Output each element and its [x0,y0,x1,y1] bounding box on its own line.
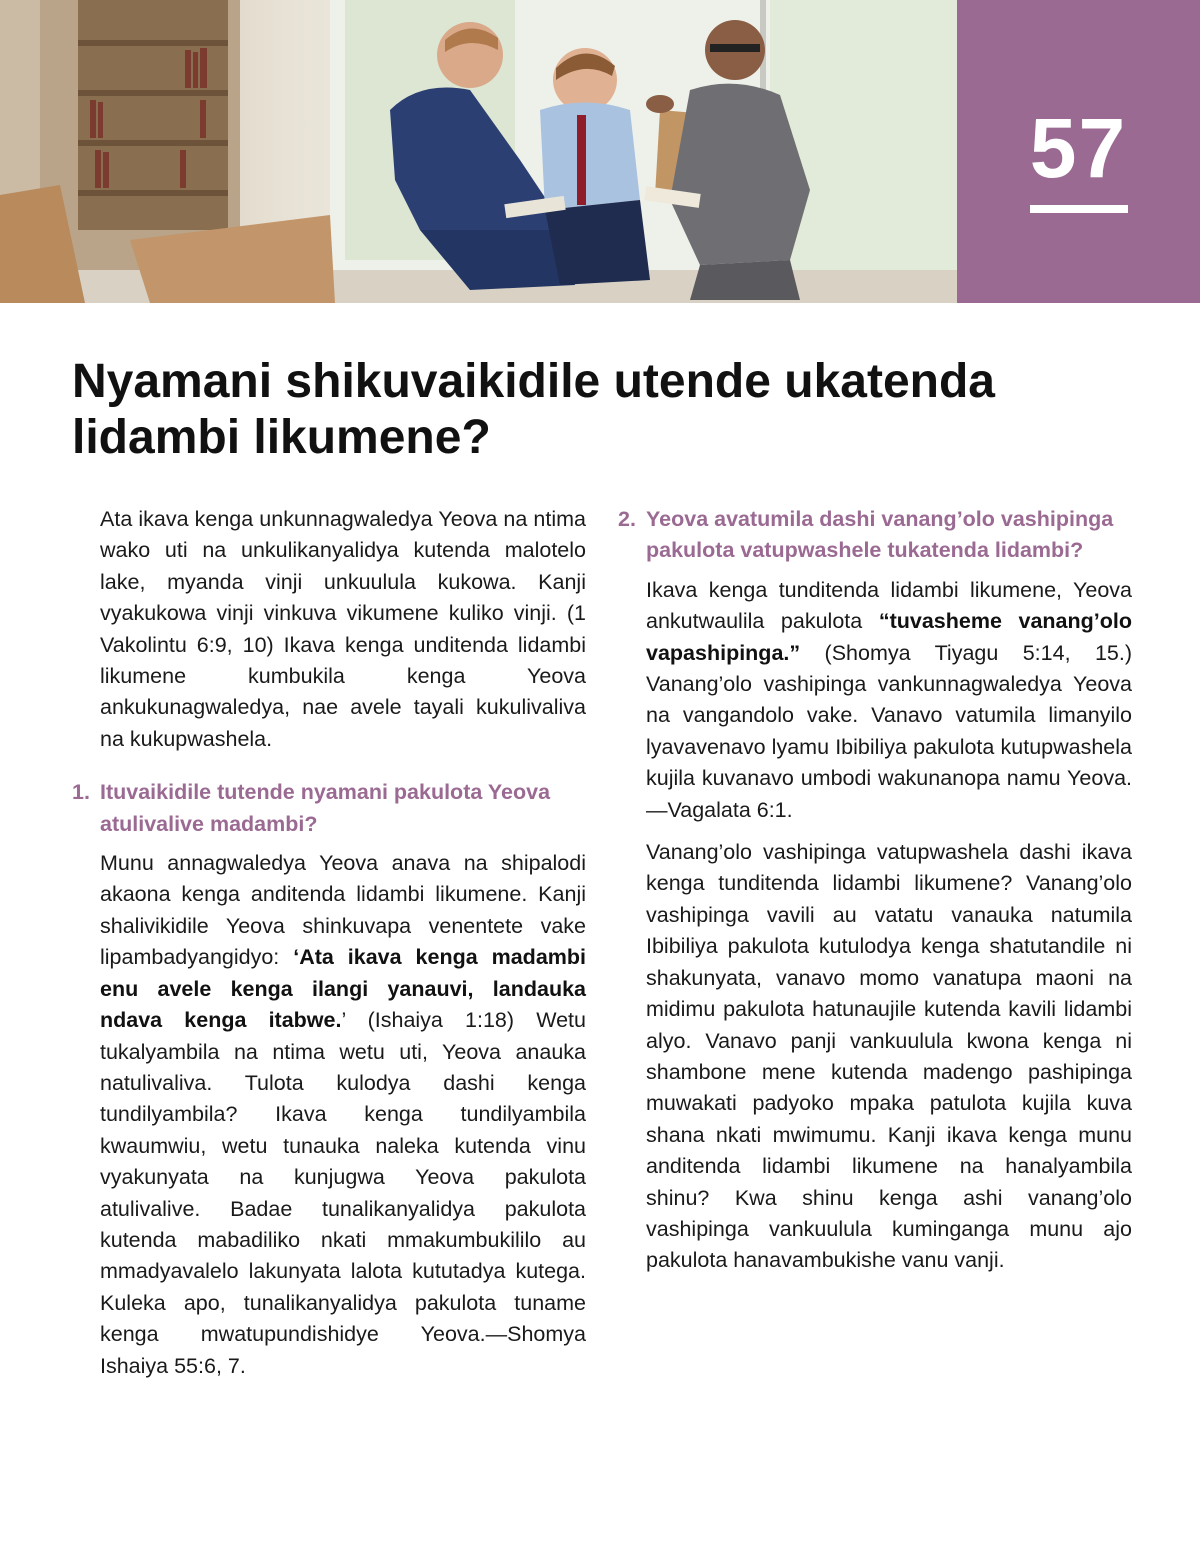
section-1-number: 1. [72,780,90,805]
section-2-paragraph-1 [646,575,1132,826]
section-2-number: 2. [618,507,636,531]
section-1-scripture-quote: ‘Ata ikava kenga madambi enu avele kenga ilangi yanauvi, landauka ndava kenga itabwe. [100,945,586,1033]
page-title: Nyamani shikuvaikidile utende ukatenda lidambi likumene? [72,355,995,464]
header-photo [0,0,957,303]
section-2-text-after: (Shomya Tiyagu 5:14, 15.) Vanang’olo vashipinga vankunnagwaledya Yeova na vangandolo vake. Vanavo vatumila limanyilo lyavavenavo lyamu Ibibiliya pakulota kutupwashela kujila kuvanavo umbodi wakunanopa namu Yeova.—Vagalata 6:1. [646,640,1132,822]
section-2-question [618,504,1132,567]
right-column [618,504,1132,1277]
lesson-number-underline [1030,205,1128,213]
section-1-paragraph [100,848,586,1382]
left-column [72,504,586,1382]
lesson-number-badge [957,0,1200,303]
section-2-scripture-quote: “tuvasheme vanang’olo vapashipinga.” [646,609,1132,665]
section-2-text-before: Ikava kenga tunditenda lidambi likumene, Yeova ankutwaulila pakulota [646,577,1132,634]
intro-paragraph: Ata ikava kenga unkunnagwaledya Yeova na ntima wako uti na unkulikanyalidya kutenda malotelo lake, myanda vinji unkuulula kukowa. Kanji vyakukowa vinji vinkuva vikumene kuliko vinji. (1 Vakolintu 6:9, 10) Ikava kenga unditenda lidambi likumene kumbukila kenga Yeova ankukunagwaledya, nae avele tayali kukulivaliva na kukupwashela. [100,507,586,751]
section-1-question [72,777,586,840]
section-1-text-after: ’ (Ishaiya 1:18) Wetu tukalyambila na ntima wetu uti, Yeova anauka natulivaliva. Tulota kulodya dashi kenga tundilyambila? Ikava kenga tundilyambila kwaumwiu, wetu tunauka naleka kutenda vinu vyakunyata na kunjugwa Yeova pakulota atulivalive. Badae tunalikanyalidya pakulota kutenda mabadiliko nkati mmakumbukililo au mmadyavalelo lakunyata lalota kututadya kutega. Kuleka apo, tunalikanyalidya pakulota tuname kenga mwatupundishidye Yeova.—Shomya Ishaiya 55:6, 7. [100,1008,586,1378]
section-2-question-text: Yeova avatumila dashi vanang’olo vashipinga pakulota vatupwashele tukatenda lidambi? [646,507,1114,563]
section-1-question-text: Ituvaikidile tutende nyamani pakulota Yeova atulivalive madambi? [100,780,551,836]
section-2-paragraph-2: Vanang’olo vashipinga vatupwashela dashi ikava kenga tunditenda lidambi likumene? Vanang’olo vashipinga vavili au vatatu vanauka natumila Ibibiliya pakulota kutulodya kenga shatutandile ni shakunyata, vanavo momo vanatupa maoni na midimu pakulota hatunaujile kutenda kavili lidambi alyo. Vanavo panji vankuulula kwona kenga ni shambone mene kutenda madengo pashipinga muwakati padyoko mpaka patulota kujila kuva shana nkati mwimumu. Kanji ikava kenga munu anditenda lidambi likumene na hanalyambila shinu? Kwa shinu kenga ashi vanang’olo vashipinga vankuulula kuminganga munu ajo pakulota hanavambukishe vanu vanji. [646,840,1132,1273]
section-1-text-before: Munu annagwaledya Yeova anava na shipalodi akaona kenga anditenda lidambi likumene. Kanji shalivikidile Yeova shinkuvapa venentete vake lipambadyangidyo: [100,851,586,970]
lesson-number: 57 [1029,101,1128,195]
